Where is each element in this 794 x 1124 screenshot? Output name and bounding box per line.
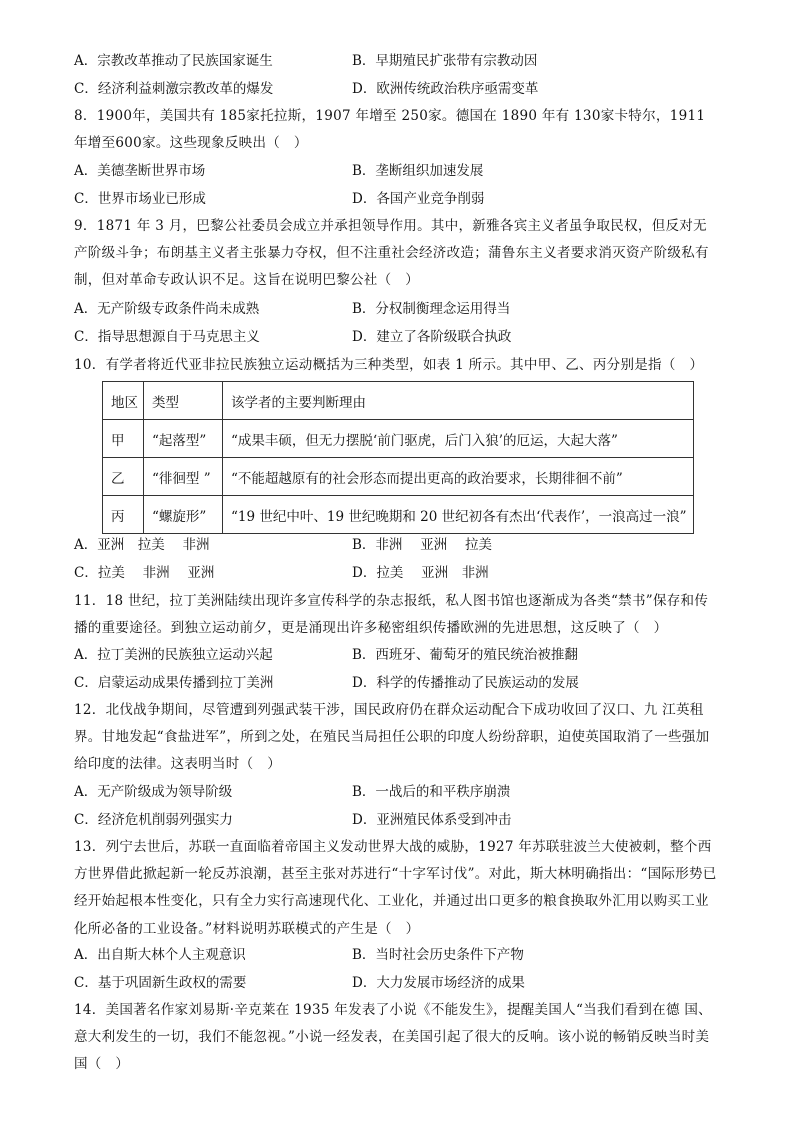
option-row [74,76,720,104]
q14-stem: 14．美国著名作家刘易斯·辛克莱在 1935 年发表了小说《不能发生》，提醒美国人“当我们看到在德 国、意大利发生的一切，我们不能忽视。”小说一经发表，在美国引起了很大的反响。该小说的畅销反映当时美国（ ） [74,1002,712,1073]
q10-table [102,381,694,534]
table-cell: “成果丰硕，但无力摆脱‘前门驱虎，后门入狼’的厄运，大起大落” [223,420,694,458]
table-row [103,458,694,496]
table-cell: “起落型” [144,420,223,458]
q8-option-a[interactable]: A．美德垄断世界市场 [74,163,206,179]
q11-option-a[interactable]: A．拉丁美洲的民族独立运动兴起 [74,647,273,663]
q8-options [74,158,720,213]
q9-stem: 9．1871 年 3 月，巴黎公社委员会成立并承担领导作用。其中，新雅各宾主义者虽争取民权，但反对无产阶级斗争；布朗基主义者主张暴力夺权，但不注重社会经济改造；蒲鲁东主义者要求消灭资产阶级私有制，但对革命专政认识不足。这旨在说明巴黎公社（ ） [74,218,709,289]
q7-option-c[interactable]: C．经济利益刺激宗教改革的爆发 [74,80,274,97]
q7-option-b[interactable]: B．早期殖民扩张带有宗教动因 [352,53,538,69]
q11-option-b[interactable]: B．西班牙、葡萄牙的殖民统治被推翻 [352,647,578,663]
table-cell: 甲 [103,420,144,458]
q12-option-b[interactable]: B．一战后的和平秩序崩溃 [352,784,511,800]
q11-stem: 11．18 世纪，拉丁美洲陆续出现许多宣传科学的杂志报纸，私人图书馆也逐渐成为各类“禁书”保存和传播的重要途径。到独立运动前夕，更是涌现出许多秘密组织传播欧洲的先进思想，这反映了（ ） [74,593,709,637]
q13-options [74,942,720,997]
table-cell: “19 世纪中叶、19 世纪晚期和 20 世纪初各有杰出‘代表作’，一浪高过一浪” [223,496,694,534]
q11-option-c[interactable]: C．启蒙运动成果传播到拉丁美洲 [74,674,274,691]
q12-option-c[interactable]: C．经济危机削弱列强实力 [74,811,233,828]
q13-stem: 13．列宁去世后，苏联一直面临着帝国主义发动世界大战的威胁，1927 年苏联驻波兰大使被刺，整个西方世界借此掀起新一轮反苏浪潮，甚至主张对苏进行“十字军讨伐”。对此，斯大林明确指出：“国际形势已经开始起根本性变化，只有全力实行高速现代化、工业化，并通过出口更多的粮食换取外汇用以购买工业化所必备的工业设备。”材料说明苏联模式的产生是（ ） [74,839,717,937]
table-header-cell: 该学者的主要判断理由 [223,382,694,420]
table-row [103,496,694,534]
q10-stem: 10．有学者将近代亚非拉民族独立运动概括为三种类型，如表 1 所示。其中甲、乙、丙分别是指（ ） [74,357,704,373]
q11-option-d[interactable]: D．科学的传播推动了民族运动的发展 [352,674,579,691]
table-row [103,420,694,458]
table-cell: “不能超越原有的社会形态而提出更高的政治要求，长期徘徊不前” [223,458,694,496]
q11-options [74,642,720,697]
q8-option-c[interactable]: C．世界市场业已形成 [74,190,206,207]
q9-option-c[interactable]: C．指导思想源自于马克思主义 [74,328,260,345]
option-row [74,642,720,670]
q7-option-a[interactable]: A．宗教改革推动了民族国家诞生 [74,53,273,69]
q12-options [74,779,720,834]
option-row [74,942,720,970]
option-row [74,970,720,998]
q8-stem: 8．1900年，美国共有 185家托拉斯，1907 年增至 250家。德国在 1890 年有 130家卡特尔，1911 年增至600家。这些现象反映出（ ） [74,108,706,152]
option-row [74,670,720,698]
q10-option-b[interactable]: B．非洲 亚洲 拉美 [352,537,493,553]
q7-options [74,48,720,103]
table-cell: 乙 [103,458,144,496]
option-row [74,532,720,560]
option-row [74,186,720,214]
q9-option-b[interactable]: B．分权制衡理念运用得当 [352,301,511,317]
q12-stem: 12．北伐战争期间，尽管遭到列强武装干涉，国民政府仍在群众运动配合下成功收回了汉口、九 江英租界。甘地发起“食盐进军”，所到之处，在殖民当局担任公职的印度人纷纷辞职，迫使英国取消了一些强加给印度的法律。这表明当时（ ） [74,702,710,773]
q10-option-d[interactable]: D．拉美 亚洲 非洲 [352,564,489,581]
q12-option-d[interactable]: D．亚洲殖民体系受到冲击 [352,811,512,828]
option-row [74,324,720,352]
q10-option-a[interactable]: A．亚洲 拉美 非洲 [74,537,210,553]
table-cell: 丙 [103,496,144,534]
q12-option-a[interactable]: A．无产阶级成为领导阶级 [74,784,233,800]
q13-option-b[interactable]: B．当时社会历史条件下产物 [352,947,524,963]
option-row [74,158,720,186]
option-row [74,560,720,588]
table-header-cell: 类型 [144,382,223,420]
q8-option-b[interactable]: B．垄断组织加速发展 [352,163,484,179]
q9-option-a[interactable]: A．无产阶级专政条件尚未成熟 [74,301,260,317]
q13-option-d[interactable]: D．大力发展市场经济的成果 [352,974,525,991]
q9-option-d[interactable]: D．建立了各阶级联合执政 [352,328,512,345]
q10-option-c[interactable]: C．拉美 非洲 亚洲 [74,564,215,581]
table-header-cell: 地区 [103,382,144,420]
q13-option-a[interactable]: A．出自斯大林个人主观意识 [74,947,246,963]
option-row [74,48,720,76]
option-row [74,807,720,835]
table-cell: “螺旋形” [144,496,223,534]
q9-options [74,296,720,351]
q13-option-c[interactable]: C．基于巩固新生政权的需要 [74,974,247,991]
table-cell: “徘徊型 ” [144,458,223,496]
q10-options [74,532,720,587]
q8-option-d[interactable]: D．各国产业竞争削弱 [352,190,485,207]
option-row [74,779,720,807]
table-header-row [103,382,694,420]
option-row [74,296,720,324]
q7-option-d[interactable]: D．欧洲传统政治秩序亟需变革 [352,80,539,97]
